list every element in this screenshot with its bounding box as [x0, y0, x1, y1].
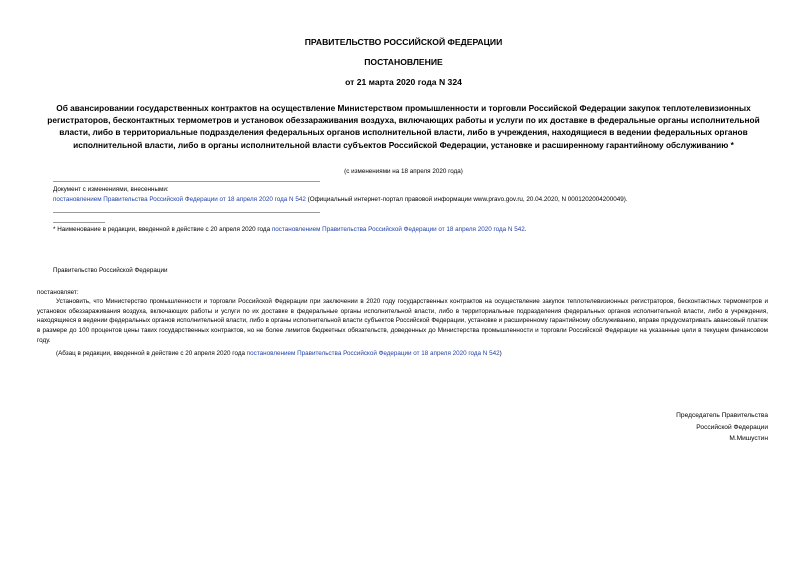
document-type: ПОСТАНОВЛЕНИЕ	[364, 57, 443, 67]
divider	[53, 181, 320, 182]
document-title: Об авансировании государственных контрактов на осуществление Министерством промышленности и торговли Российской Федерации закупок теплотелевизионных регистраторов, бесконтактных термометров и установок обеззараживания воздуха, включающих работы и услуги по их доставке в федеральные органы исполнительной власти, либо в территориальные подразделения федеральных органов исполнительной власти, либо в учреждения, находящиеся в ведении федеральных органов исполнительной власти, либо в органы исполнительной власти субъектов Российской Федерации, установке и расширенному гарантийному обслуживанию *	[47, 103, 760, 150]
signature-organization: Российской Федерации	[696, 423, 768, 431]
footnote-suffix: .	[524, 226, 527, 233]
authority-heading: ПРАВИТЕЛЬСТВО РОССИЙСКОЙ ФЕДЕРАЦИИ	[304, 37, 503, 47]
amendment-source: (Официальный интернет-портал правовой информации www.pravo.gov.ru, 20.04.2020, N 0001202004200049).	[305, 196, 628, 203]
signature-position: Председатель Правительства	[676, 412, 768, 419]
abzac-text: (Абзац в редакции, введенной в действие с 20 апреля 2020 года	[56, 350, 247, 357]
signature-block	[676, 410, 768, 445]
decides-label: постановляет:	[37, 289, 79, 296]
document-date-number: от 21 марта 2020 года N 324	[345, 77, 462, 87]
footnote-link[interactable]: постановлением Правительства Российской Федерации от 18 апреля 2020 года N 542	[271, 226, 525, 233]
government-label: Правительство Российской Федерации	[53, 267, 168, 274]
abzac-suffix: )	[499, 350, 502, 357]
amendments-line	[53, 195, 768, 205]
divider	[53, 212, 320, 213]
amendments-intro: Документ с изменениями, внесенными:	[53, 186, 169, 193]
footnote	[53, 225, 526, 235]
signature-name: М.Мишустин	[729, 435, 768, 442]
amended-note: (с изменениями на 18 апреля 2020 года)	[344, 168, 463, 175]
abzac-link[interactable]: постановлением Правительства Российской Федерации от 18 апреля 2020 года N 542	[246, 350, 500, 357]
footnote-text: * Наименование в редакции, введенной в действие с 20 апреля 2020 года	[53, 226, 272, 233]
body-paragraph: Установить, что Министерство промышленности и торговли Российской Федерации при заключении в 2020 году государственных контрактов на осуществление закупок теплотелевизионных регистраторов, бесконтактных термометров и установок обеззараживания воздуха, включающих работы и услуги по их доставке в федеральные органы исполнительной власти, либо в территориальные подразделения федеральных органов исполнительной власти, либо в учреждения, находящиеся в ведении федеральных органов исполнительной власти, либо в органы исполнительной власти субъектов Российской Федерации, установке и расширенному гарантийному обслуживанию, вправе предусматривать авансовый платеж в размере до 100 процентов цены таких государственных контрактов, но не более лимитов бюджетных обязательств, доведенных до Министерства промышленности и торговли Российской Федерации на указанные цели в текущем финансовом году.	[37, 298, 768, 344]
footnote-divider	[53, 222, 105, 223]
abzac-note	[56, 349, 502, 359]
amendment-link[interactable]: постановлением Правительства Российской Федерации от 18 апреля 2020 года N 542	[53, 196, 306, 203]
